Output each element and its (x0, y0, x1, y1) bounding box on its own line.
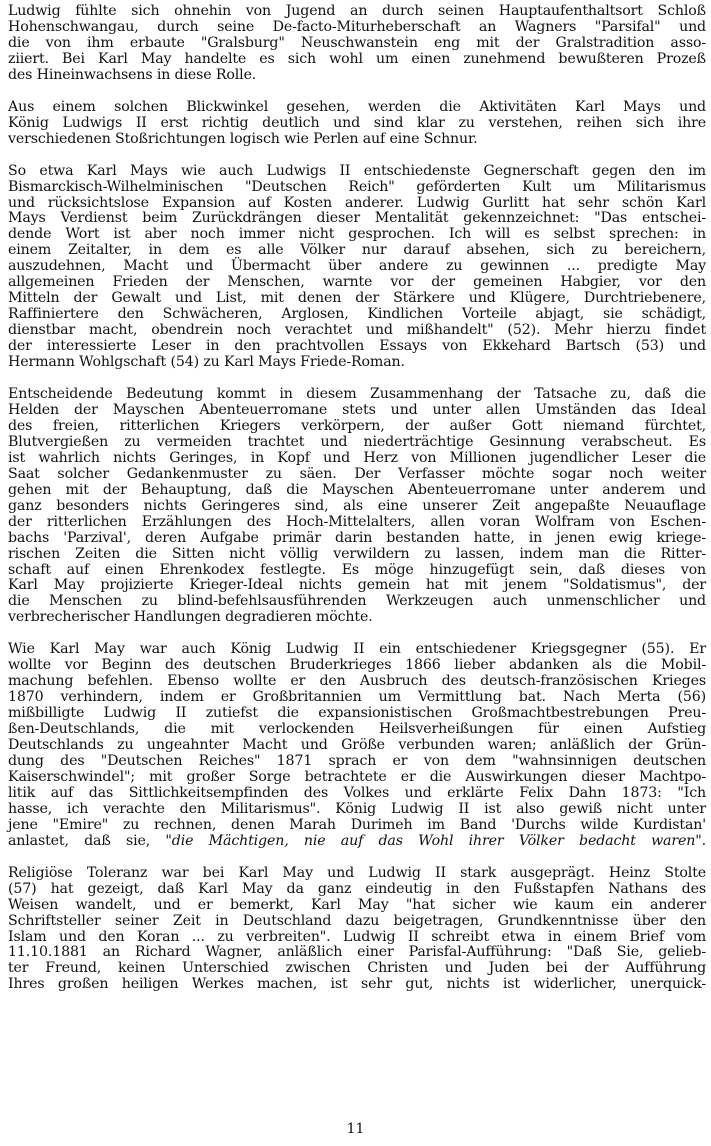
text-line: Aus einem solchen Blickwinkel gesehen, werden die Aktivitäten Karl Mays und (8, 98, 706, 115)
text-line: und rücksichtslose Expansion auf Kosten anderer. Ludwig Gurlitt hat sehr schön Karl (8, 194, 706, 211)
text-line: dung des "Deutschen Reiches" 1871 sprach er von dem "wahnsinnigen deutschen (8, 752, 706, 769)
text-line: dende Wort ist aber noch immer nicht gesprochen. Ich will es selbst sprechen: in (8, 226, 706, 243)
text-line: Bismarckisch-Wilhelminischen "Deutschen Reich" geförderten Kult um Militarismus (8, 178, 706, 195)
text-line: Mitteln der Gewalt und List, mit denen der Stärkere und Klügere, Durchtriebenere, (8, 290, 706, 307)
text-line: Saat solcher Gedankenmuster zu säen. Der Verfasser möchte sogar noch weiter (8, 465, 706, 482)
text-line: jene "Emire" zu rechnen, denen Marah Durimeh im Band 'Durchs wilde Kurdistan' (8, 816, 706, 833)
paragraph-6 (8, 866, 706, 994)
text-line: die von ihm erbaute "Gralsburg" Neuschwanstein eng mit der Gralstradition asso- (8, 34, 706, 51)
text-line: die Menschen zu blind-befehlsausführenden Werkzeugen auch unmenschlicher und (8, 593, 706, 610)
text-line: Hermann Wohlgschaft (54) zu Karl Mays Friede-Roman. (8, 354, 405, 371)
text-span: anlastet, daß sie, " (8, 832, 172, 849)
text-line: ist wahrlich nichts Geringes, in Kopf und Herz von Millionen jugendlicher Leser die (8, 449, 706, 466)
text-line: der ritterlichen Erzählungen des Hoch-Mittelalters, allen voran Wolfram von Eschen- (8, 513, 706, 530)
text-line: Ihres großen heiligen Werkes machen, ist sehr gut, nichts ist widerlicher, unerquick- (8, 976, 706, 993)
text-line: wollte vor Beginn des deutschen Bruderkrieges 1866 lieber abdanken als die Mobil- (8, 657, 706, 674)
text-line: machung befehlen. Ebenso wollte er den Ausbruch des deutsch-französischen Krieges (8, 673, 706, 690)
text-line: Wie Karl May war auch König Ludwig II ein entschiedener Kriegsgegner (55). Er (8, 641, 706, 658)
text-line: bachs 'Parzival', deren Aufgabe primär darin bestanden hatte, in jenen ewig kriege- (8, 529, 706, 546)
text-line: rischen Zeiten die Sitten nicht völlig verwildern zu lassen, indem man die Ritter- (8, 545, 706, 562)
text-line: So etwa Karl Mays wie auch Ludwigs II entschiedenste Gegnerschaft gegen den im (8, 162, 706, 179)
text-line: Helden der Mayschen Abenteuerromane stets und unter allen Umständen das Ideal (8, 401, 706, 418)
text-line: Schriftsteller seiner Zeit in Deutschland dazu beigetragen, Grundkenntnisse über den (8, 912, 706, 929)
text-line-with-quote (8, 834, 706, 850)
paragraph-4 (8, 387, 706, 626)
paragraph-3 (8, 164, 706, 371)
text-line: Islam und den Koran ... zu verbreiten". Ludwig II schreibt etwa in einem Brief vom (8, 928, 706, 945)
text-line: verschiedenen Stoßrichtungen logisch wie Perlen auf eine Schnur. (8, 130, 478, 147)
paragraph-5 (8, 642, 706, 849)
text-line: 11.10.1881 an Richard Wagner, anläßlich einer Parisfal-Aufführung: "Daß Sie, gelieb- (8, 944, 706, 961)
text-line: mißbilligte Ludwig II zutiefst die expansionistischen Großmachtbestrebungen Preu- (8, 705, 706, 722)
text-line: 1870 verhindern, indem er Großbritannien um Vermittlung bat. Nach Merta (56) (8, 689, 706, 706)
text-line: auszudehnen, Macht und Übermacht über andere zu gewinnen ... predigte May (8, 258, 706, 275)
text-line: ziiert. Bei Karl May handelte es sich wohl um einen zunehmend bewußteren Prozeß (8, 50, 706, 67)
text-line: hasse, ich verachte den Militarismus". König Ludwig II ist also gewiß nicht unter (8, 800, 706, 817)
text-line: König Ludwigs II erst richtig deutlich und sind klar zu verstehen, reihen sich ihre (8, 114, 706, 131)
body-text (8, 4, 706, 1009)
text-line: Hohenschwangau, durch seine De-facto-Miturheberschaft an Wagners "Parsifal" und (8, 18, 706, 35)
paragraph-1 (8, 4, 706, 84)
text-line: verbrecherischer Handlungen degradieren möchte. (8, 609, 373, 626)
text-line: ßen-Deutschlands, die mit verlockenden Heilsverheißungen für einen Aufstieg (8, 721, 706, 738)
text-line: allgemeinen Frieden der Menschen, warnte vor der gemeinen Habgier, vor den (8, 274, 706, 291)
text-line: der interessierte Leser in den prachtvollen Essays von Ekkehard Bartsch (53) und (8, 338, 706, 355)
text-line: ter Freund, keinen Unterschied zwischen Christen und Juden bei der Aufführung (8, 960, 706, 977)
text-line: Karl May projizierte Krieger-Ideal nichts gemein hat mit jenem "Soldatismus", der (8, 577, 706, 594)
text-line: Blutvergießen zu vermeiden trachtet und niederträchtige Gesinnung verabscheut. Es (8, 433, 706, 450)
text-line: Mays Verdienst beim Zurückdrängen dieser Mentalität gekennzeichnet: "Das entschei- (8, 210, 706, 227)
text-span: ". (695, 832, 706, 849)
paragraph-2 (8, 100, 706, 148)
text-line: des freien, ritterlichen Kriegers verkörpern, der außer Gott niemand fürchtet, (8, 417, 706, 434)
italic-quote: die Mächtigen, nie auf das Wohl ihrer Völker bedacht waren (171, 832, 696, 849)
text-line: ganz besonders nichts Geringeres sind, als eine unserer Zeit angepaßte Neuauflage (8, 497, 706, 514)
text-line: des Hineinwachsens in diese Rolle. (8, 66, 257, 83)
text-line: gehen mit der Behauptung, daß die Mayschen Abenteuerromane unter anderem und (8, 481, 706, 498)
text-line: Deutschlands zu ungeahnter Macht und Größe verbunden waren; anläßlich der Grün- (8, 737, 706, 754)
text-line: einem Zeitalter, in dem es alle Völker nur darauf absehen, sich zu bereichern, (8, 242, 706, 259)
text-line: Religiöse Toleranz war bei Karl May und Ludwig II stark ausgeprägt. Heinz Stolte (8, 864, 706, 881)
text-line: schaft auf einen Ehrenkodex festlegte. Es möge hinzugefügt sein, daß dieses von (8, 561, 706, 578)
text-line: Ludwig fühlte sich ohnehin von Jugend an durch seinen Hauptaufenthaltsort Schloß (8, 3, 706, 19)
text-line: litik auf das Sittlichkeitsempfinden des Volkes und erklärte Felix Dahn 1873: "Ich (8, 784, 706, 801)
text-line: dienstbar macht, obendrein noch verachtet und mißhandelt" (52). Mehr hierzu findet (8, 322, 706, 339)
text-line: (57) hat gezeigt, daß Karl May da ganz eindeutig in den Fußstapfen Nathans des (8, 880, 706, 897)
page-number: 11 (346, 1121, 365, 1137)
text-line: Weisen wandelt, und er bemerkt, Karl May "hat sicher wie kaum ein anderer (8, 896, 706, 913)
text-line: Entscheidende Bedeutung kommt in diesem Zusammenhang der Tatsache zu, daß die (8, 386, 706, 403)
text-line: Raffiniertere den Schwächeren, Arglosen, Kindlichen Vorteile abjagt, sie schädigt, (8, 306, 706, 323)
text-line: Kaiserschwindel"; mit großer Sorge betrachtete er die Auswirkungen dieser Machtpo- (8, 768, 706, 785)
